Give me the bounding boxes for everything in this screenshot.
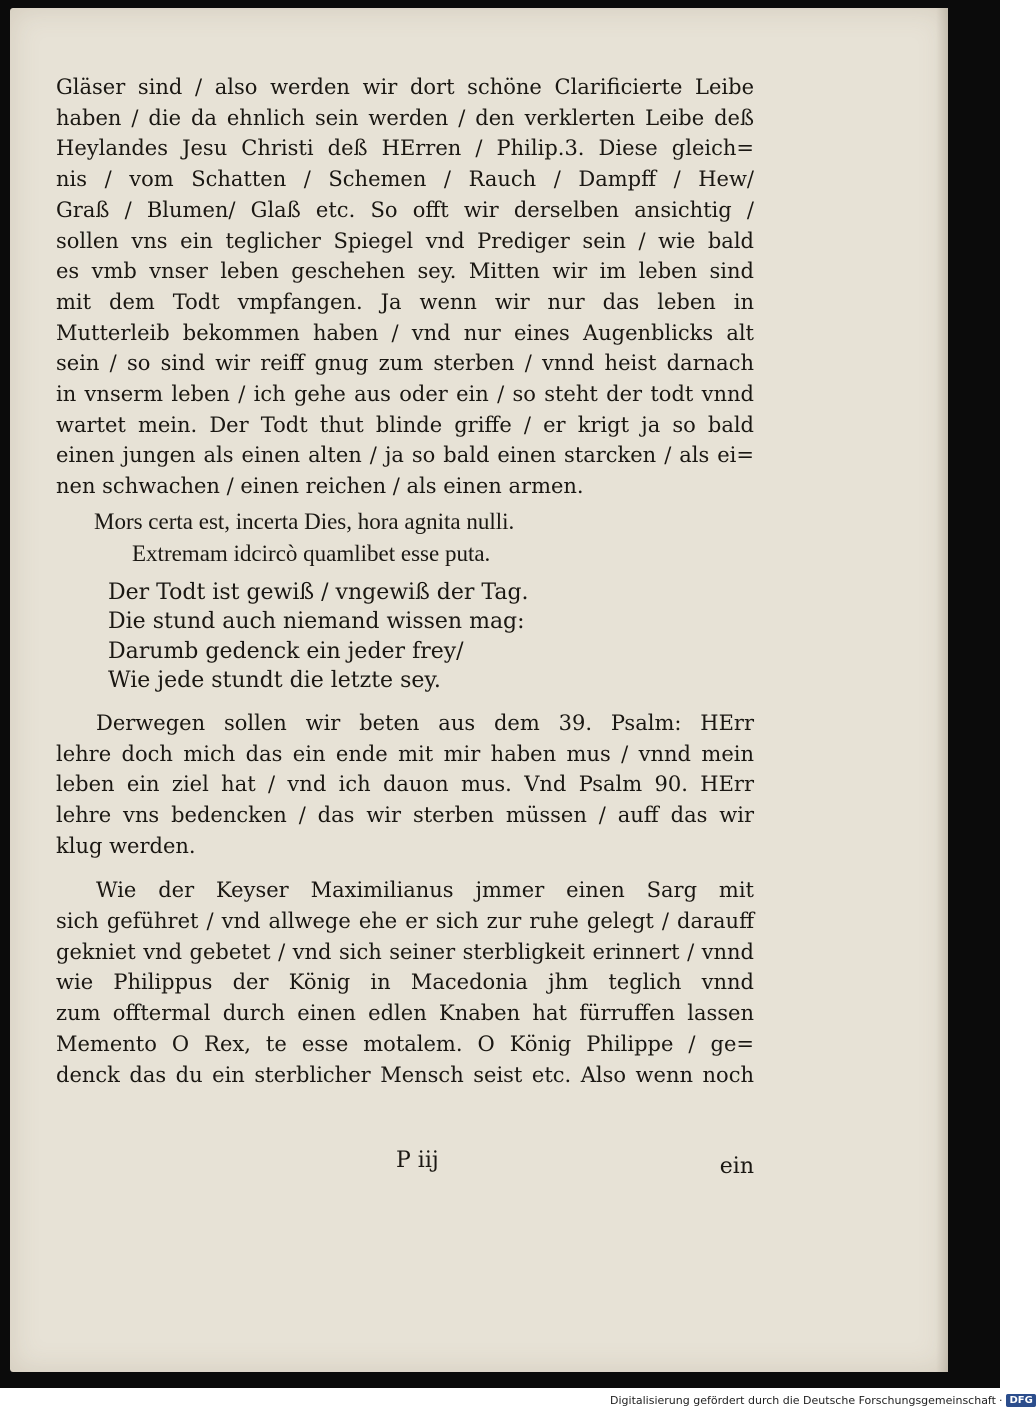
text-line: klug werden. xyxy=(56,833,196,858)
verse-line: Extremam idcircò quamlibet esse puta. xyxy=(132,540,491,566)
verse-line: Der Todt ist gewiß / vngewiß der Tag. xyxy=(108,579,529,605)
text-line: Mutterleib bekommen haben / vnd nur eines Augenblicks alt xyxy=(56,320,754,345)
text-line: denck das du ein sterblicher Mensch seist etc. Also wenn noch xyxy=(56,1062,754,1087)
text-line: lehre doch mich das ein ende mit mir haben mus / vnnd mein xyxy=(56,741,754,766)
signature-mark: P iij xyxy=(396,1148,439,1173)
text-line: nis / vom Schatten / Schemen / Rauch / Dampff / Hew/ xyxy=(56,167,754,192)
paragraph-2 xyxy=(56,708,754,862)
text-line: einen jungen als einen alten / ja so bald einen starcken / als ei= xyxy=(56,443,754,468)
text-line: sich geführet / vnd allwege ehe er sich zur ruhe gelegt / darauff xyxy=(56,909,754,934)
text-line: leben ein ziel hat / vnd ich dauon mus. Vnd Psalm 90. HErr xyxy=(56,772,754,797)
catchword: ein xyxy=(719,1154,754,1179)
text-line: wie Philippus der König in Macedonia jhm teglich vnnd xyxy=(56,970,754,995)
credit-text: Digitalisierung gefördert durch die Deutsche Forschungsgemeinschaft xyxy=(610,1394,996,1407)
text-line: Wie der Keyser Maximilianus jmmer einen Sarg mit xyxy=(96,878,754,903)
verse-line: Die stund auch niemand wissen mag: xyxy=(108,609,525,635)
verse-line: Mors certa est, incerta Dies, hora agnita nulli. xyxy=(94,508,515,534)
paragraph-3 xyxy=(56,875,754,1090)
text-line: lehre vns bedencken / das wir sterben müssen / auff das wir xyxy=(56,802,754,827)
latin-verse xyxy=(56,506,754,570)
page-text xyxy=(56,72,754,1090)
text-line: Memento O Rex, te esse motalem. O König Philippe / ge= xyxy=(56,1031,754,1056)
text-line: sollen vns ein teglicher Spiegel vnd Prediger sein / wie bald xyxy=(56,228,754,253)
text-line: nen schwachen / einen reichen / als einen armen. xyxy=(56,474,584,499)
text-line: mit dem Todt vmpfangen. Ja wenn wir nur das leben in xyxy=(56,289,754,314)
text-line: wartet mein. Der Todt thut blinde griffe / er krigt ja so bald xyxy=(56,412,754,437)
text-line: sein / so sind wir reiff gnug zum sterben / vnnd heist darnach xyxy=(56,351,754,376)
dfg-logo-icon: DFG xyxy=(1006,1394,1035,1407)
german-verse xyxy=(56,578,754,696)
text-line: es vmb vnser leben geschehen sey. Mitten wir im leben sind xyxy=(56,259,754,284)
text-line: Heylandes Jesu Christi deß HErren / Philip.3. Diese gleich= xyxy=(56,136,754,161)
verse-line: Darumb gedenck ein jeder frey/ xyxy=(108,638,464,664)
text-line: gekniet vnd gebetet / vnd sich seiner sterbligkeit erinnert / vnnd xyxy=(56,939,754,964)
text-line: Derwegen sollen wir beten aus dem 39. Psalm: HErr xyxy=(96,710,754,735)
book-page xyxy=(10,8,948,1372)
text-line: Graß / Blumen/ Glaß etc. So offt wir derselben ansichtig / xyxy=(56,197,754,222)
text-line: Gläser sind / also werden wir dort schöne Clarificierte Leibe xyxy=(56,75,754,99)
text-line: zum offtermal durch einen edlen Knaben hat fürruffen lassen xyxy=(56,1001,754,1026)
text-line: haben / die da ehnlich sein werden / den verklerten Leibe deß xyxy=(56,105,754,130)
verse-line: Wie jede stundt die letzte sey. xyxy=(108,668,441,694)
text-line: in vnserm leben / ich gehe aus oder ein / so steht der todt vnnd xyxy=(56,382,754,407)
paragraph-1 xyxy=(56,72,754,502)
credit-separator: · xyxy=(998,1394,1003,1407)
funding-credit xyxy=(610,1394,1036,1407)
page-footer xyxy=(56,1148,754,1178)
